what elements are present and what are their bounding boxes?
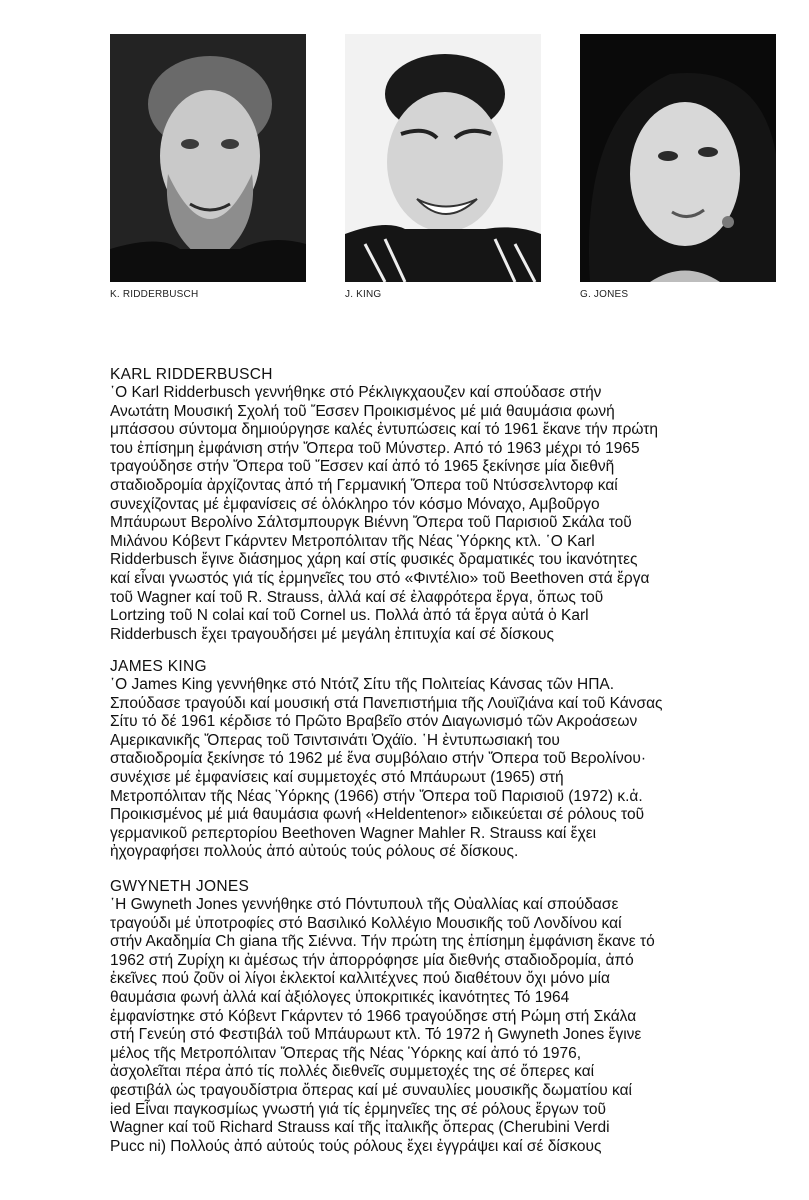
bio-ridderbusch	[110, 366, 760, 644]
photo-king	[345, 34, 541, 282]
portrait-image	[110, 34, 306, 282]
photo-ridderbusch	[110, 34, 306, 282]
portrait-image	[345, 34, 541, 282]
portrait-image	[580, 34, 776, 282]
photo-caption-jones: G. JONES	[580, 289, 629, 300]
bio-heading: KARL RIDDERBUSCH	[110, 366, 273, 383]
photo-jones	[580, 34, 776, 282]
bio-heading: JAMES KING	[110, 658, 207, 675]
bio-king	[110, 658, 760, 862]
bio-text: ῾Ο Karl Ridderbusch γεννήθηκε στό Ρέκλιγκχαουζεν καί σπούδασε στήν Ανωτάτη Μουσική Σχολή τοῦ Ἔσσεν Προικισμένος μέ μιά θαυμάσια φωνή μπάσσου σύντομα δημιούργησε καλές ἐντυπώσεις καί τό 1961 ἔκανε τήν πρώτη του ἐπίσημη ἐμφάνιση στήν Ὄπερα τοῦ Μύνστερ. Από τό 1963 μέχρι τό 1965 τραγούδησε στήν Ὄπερα τοῦ Ἔσσεν καί ἀπό τό 1965 ξεκίνησε μία διεθνῆ σταδιοδρομία ἀρχίζοντας ἀπό τή Γερμανική Ὄπερα τοῦ Ντύσσελντορφ καί συνεχίζοντας μέ ἐμφανίσεις σέ ὁλόκληρο τόν κόσμο Μόναχο, Αμβοῦργο Μπάυρωυτ Βερολίνο Σάλτσμπουργκ Βιέννη Ὄπερα τοῦ Παρισιοῦ Σκάλα τοῦ Μιλάνου Κόβεντ Γκάρντεν Μετροπόλιταν τῆς Νέας Ὑόρκης κτλ. ῾Ο Karl Ridderbusch ἔγινε διάσημος χάρη καί στίς φυσικές δραματικές του ἱκανότητες καί εἶναι γνωστός γιά τίς ἑρμηνεῖες του στό «Φιντέλιο» τοῦ Beethoven στά ἔργα τοῦ Wagner καί τοῦ R. Strauss, ἀλλά καί σέ ἐλαφρότερα ἔργα, ὅπως τοῦ Lortzing τοῦ N colaἰ καί τοῦ Cornel us. Πολλά ἀπό τά ἔργα αὐτά ὁ Karl Ridderbusch ἔχει τραγουδήσει μέ μεγάλη ἐπιτυχία καί σέ δίσκους	[110, 384, 659, 643]
bio-text: ῾Ο James King γεννήθηκε στό Ντότζ Σίτυ τῆς Πολιτείας Κάνσας τῶν ΗΠΑ. Σπούδασε τραγούδι καί μουσική στά Πανεπιστήμια τῆς Λουϊζιάνα καί τοῦ Κάνσας Σίτυ τό δέ 1961 κέρδισε τό Πρῶτο Βραβεῖο στόν Διαγωνισμό τῶν Ακροάσεων Αμερικανικῆς Ὄπερας τοῦ Τσιντσινάτι Ὀχάϊο. ῾Η ἐντυπωσιακή του σταδιοδρομία ξεκίνησε τό 1962 μέ ἕνα συμβόλαιο στήν Ὄπερα τοῦ Βερολίνου· συνέχισε μέ ἐμφανίσεις καί συμμετοχές στό Μπάυρωυτ (1965) στή Μετροπόλιταν τῆς Νέας Ὑόρκης (1966) στήν Ὄπερα τοῦ Παρισιοῦ (1972) κ.ἀ. Προικισμένος μέ μιά θαυμάσια φωνή «Heldentenor» ειδικεύεται σέ ρόλους τοῦ γερμανικοῦ ρεπερτορίου Beethoven Wagner Mahler R. Strauss καί ἔχει ἠχογραφήσει πολλούς ἀπό αὐτούς τούς ρόλους σέ δίσκους.	[110, 676, 663, 861]
bio-heading: GWYNETH JONES	[110, 878, 250, 895]
photo-caption-ridderbusch: K. RIDDERBUSCH	[110, 289, 199, 300]
bio-text: ῾Η Gwyneth Jones γεννήθηκε στό Πόντυπουλ τῆς Οὐαλλίας καί σπούδασε τραγούδι μέ ὑποτροφίες στό Βασιλικό Κολλέγιο Μουσικῆς τοῦ Λονδίνου καί στήν Ακαδημία Ch giana τῆς Σιέννα. Τήν πρώτη της ἐπίσημη ἐμφάνιση ἔκανε τό 1962 στή Ζυρίχη κι ἀμέσως τήν ἀπορρόφησε μία διεθνής σταδιοδρομία, ἀπό ἐκεῖνες πού ζοῦν οἱ λίγοι ἐκλεκτοί καλλιτέχνες πού διαθέτουν ὄχι μόνο μία θαυμάσια φωνή ἀλλά καί ἀξιόλογες ὑποκριτικές ἱκανότητες Τό 1964 ἐμφανίστηκε στό Κόβεντ Γκάρντεν τό 1966 τραγούδησε στή Ρώμη στή Σκάλα στή Γενεύη στό Φεστιβάλ τοῦ Μπάυρωυτ κτλ. Τό 1972 ἡ Gwyneth Jones ἔγινε μέλος τῆς Μετροπόλιταν Ὄπερας τῆς Νέας Ὑόρκης καί ἀπό τό 1976, ἀσχολεῖται πέρα ἀπό τίς πολλές διεθνεῖς συμμετοχές της σέ ὄπερες καί φεστιβάλ ὡς τραγουδίστρια ὄπερας καί μέ συναυλίες μουσικῆς δωματίου καί ied Εἶναι παγκοσμίως γνωστή γιά τίς ἑρμηνεῖες της σέ ρόλους ἔργων τοῦ Wagner καί τοῦ Richard Strauss καί τῆς ἰταλικῆς ὄπερας (Cherubini Verdi Pucc ni) Πολλούς ἀπό αὐτούς τούς ρόλους ἔχει ἐγγράψει καί σέ δίσκους	[110, 896, 655, 1155]
photo-caption-king: J. KING	[345, 289, 382, 300]
bio-jones	[110, 878, 760, 1156]
